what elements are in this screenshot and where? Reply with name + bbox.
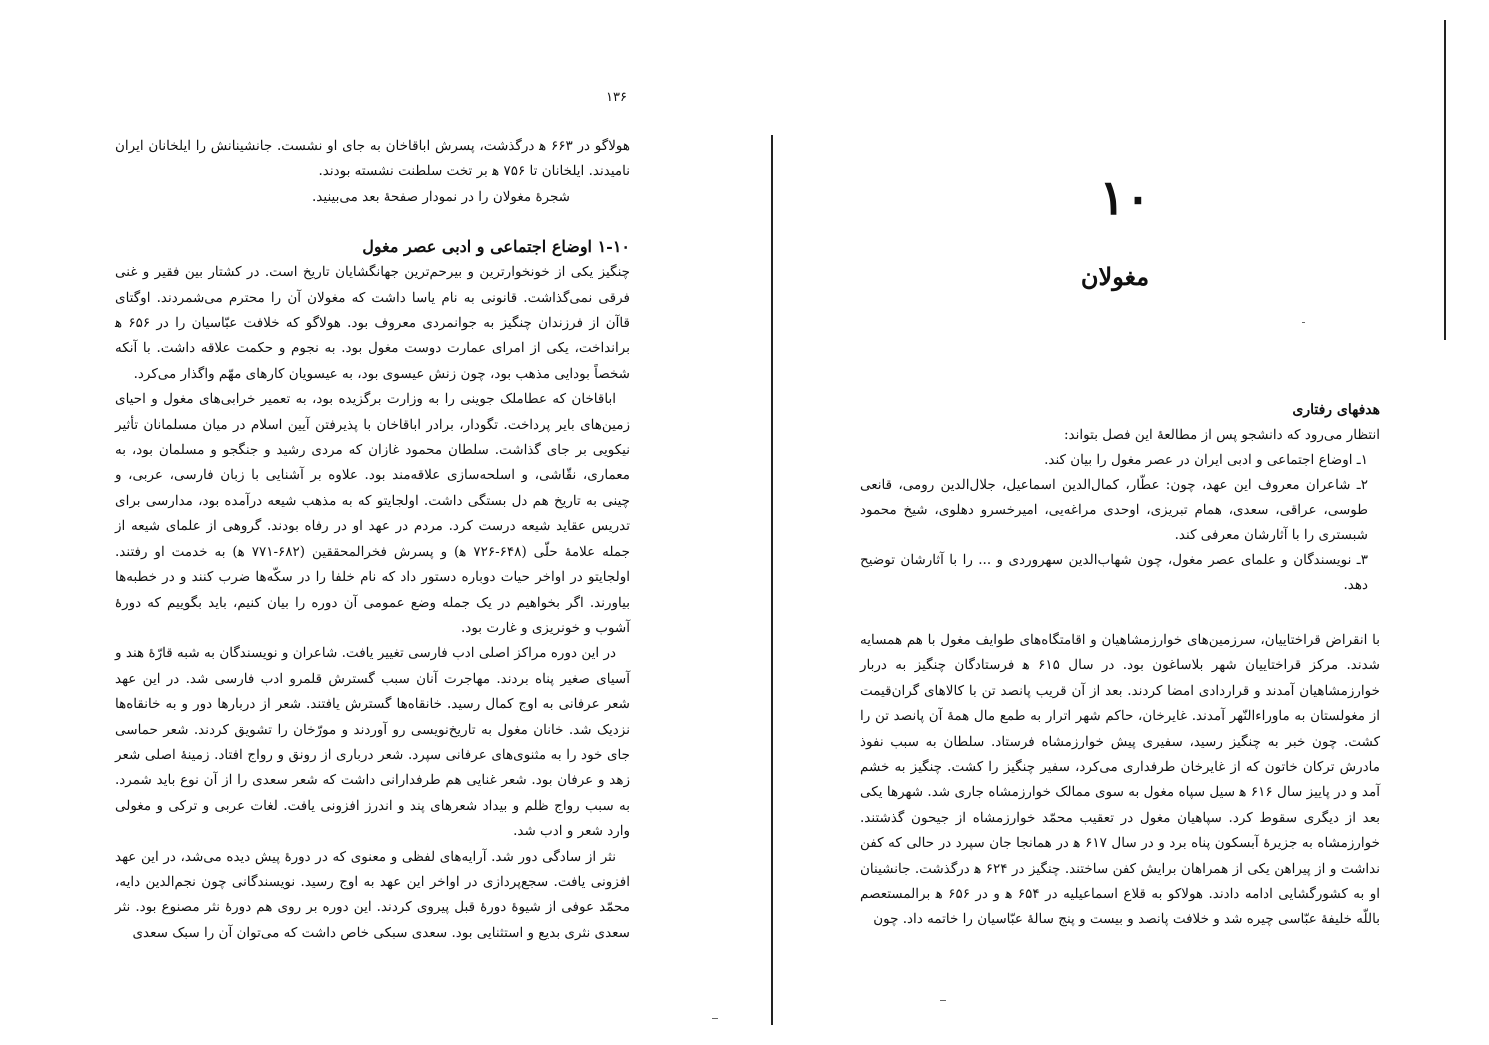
objectives-intro: انتظار می‌رود که دانشجو پس از مطالعهٔ این فصل بتواند: (1064, 427, 1380, 443)
scan-mark (712, 1018, 718, 1019)
page-edge-line (1444, 20, 1446, 340)
body-paragraph: با انقراض قراختاییان، سرزمین‌های خوارزمشاهیان و اقامتگاه‌های طوایف مغول با هم همسایه شدند. مرکز قراختاییان شهر بلاساغون بود. در سال ۶۱۵ ﻫ فرستادگان چنگیز به دربار خوارزمشاهیان آمدند و قراردادی امضا کردند. بعد از آن قریب پانصد تن با کالاهای گران‌قیمت از مغولستان به ماوراءالنّهر آمدند. غایرخان، حاکم شهر اترار به طمع مال همهٔ آن پانصد تن را کشت. چون خبر به چنگیز رسید، سفیری پیش خوارزمشاه فرستاد. سلطان به سبب نفوذ مادرش ترکان خاتون که از غایرخان طرفداری می‌کرد، سفیر چنگیز را کشت. چنگیز به خشم آمد و در پاییز سال ۶۱۶ ﻫ سیل سپاه مغول به سوی ممالک خوارزمشاه جاری شد. شهرها یکی بعد از دیگری سقوط کرد. سپاهیان مغول در تعقیب محمّد خوارزمشاه از جیحون گذشتند. خوارزمشاه به جزیرهٔ آبسکون پناه برد و در سال ۶۱۷ ﻫ در همانجا جان سپرد در حالی که کفن نداشت و از پیراهن یکی از همراهان برایش کفن ساختند. چنگیز در ۶۲۴ ﻫ درگذشت. جانشینان او به کشورگشایی ادامه دادند. هولاکو به قلاع اسماعیلیه در ۶۵۴ ﻫ و در ۶۵۶ ﻫ برالمستعصم باللّه خلیفهٔ عبّاسی چیره شد و خلافت پانصد و بیست و پنج سالهٔ عبّاسیان را خاتمه داد. چون (860, 632, 1380, 928)
page-number: ۱۳۶ (606, 90, 627, 105)
objective-item: ۱ـ اوضاع اجتماعی و ادبی ایران در عصر مغول را بیان کند. (1044, 452, 1368, 468)
objectives-heading: هدفهای رفتاری (1292, 402, 1380, 418)
chapter-number: ۱۰ (1099, 170, 1151, 226)
intro-paragraph: هولاگو در ۶۶۳ ﻫ درگذشت، پسرش اباقاخان به جای او نشست. جانشینانش را ایلخانان ایران نامیدند. ایلخانان تا ۷۵۶ ﻫ بر تخت سلطنت نشسته بودند. (115, 138, 631, 180)
scan-mark (1302, 322, 1305, 323)
body-paragraph: نثر از سادگی دور شد. آرایه‌های لفظی و معنوی که در دورهٔ پیش دیده می‌شد، در این عهد افزونی یافت. سجع‌پردازی در اواخر این عهد به اوج رسید. نویسندگانی چون نجم‌الدین دایه، محمّد عوفی از شیوهٔ دورهٔ قبل پیروی کردند. این دوره بر روی هم دورهٔ نثر مصنوع بود. نثر سعدی نثری بدیع و استثنایی بود. سعدی سبکی خاص داشت که می‌توان آن را سبک سعدی (115, 848, 630, 941)
objectives-section (860, 398, 1380, 598)
body-paragraph: چنگیز یکی از خونخوارترین و بیرحم‌ترین جهانگشایان تاریخ است. در کشتار بین فقیر و غنی فرقی نمی‌گذاشت. قانونی به نام یاسا داشت که مغولان آن را محترم می‌شمردند. اوگتای قاآن از فرزندان چنگیز به جوانمردی معروف بود. هولاگو که خلافت عبّاسیان را در ۶۵۶ ﻫ برانداخت، یکی از امرای عمارت دوست مغول بود. به نجوم و حکمت علاقه داشت. با آنکه شخصاً بودایی مذهب بود، چون زنش عیسوی بود، به عیسویان کارهای مهّم واگذار می‌کرد. (115, 264, 630, 382)
left-page-text (115, 134, 630, 946)
section-title: ۱-۱۰ اوضاع اجتماعی و ادبی عصر مغول (362, 237, 630, 257)
body-paragraph: اباقاخان که عطاملک جوینی را به وزارت برگزیده بود، به تعمیر خرابی‌های مغول و احیای زمین‌های بایر پرداخت. تگودار، برادر اباقاخان با پذیرفتن آیین اسلام در میان مسلمانان تأثیر نیکویی بر جای گذاشت. سلطان محمود غازان که مردی رشید و جنگجو و مسلمان بود، به معماری، نقّاشی، و اسلحه‌سازی علاقه‌مند بود. علاوه بر آشنایی با زبان فارسی، عربی، و چینی به تاریخ هم دل بستگی داشت. اولجایتو که به مذهب شیعه درآمده بود، مدارسی برای تدریس عقاید شیعه درست کرد. مردم در عهد او در رفاه بودند. گروهی از علمای شیعه از جمله علامهٔ حلّی (۶۴۸-۷۲۶ ﻫ) و پسرش فخرالمحققین (۶۸۲-۷۷۱ ﻫ) به خدمت او رفتند. اولجایتو در اواخر حیات دوباره دستور داد که نام خلفا را در سکّه‌ها ضرب کنند و در خطبه‌ها بیاورند. اگر بخواهیم در یک جمله وضع عمومی آن دوره را بیان کنیم، باید بگوییم که دورهٔ آشوب و خونریزی و غارت بود. (115, 391, 630, 636)
book-spine-line (771, 135, 773, 1025)
chapter-title: مغولان (1080, 262, 1150, 291)
right-page-body (860, 628, 1380, 933)
scan-mark (940, 1000, 946, 1001)
objective-item: ۲ـ شاعران معروف این عهد، چون: عطّار، کمال‌الدین اسماعیل، جلال‌الدین رومی، قانعی طوسی، عراقی، سعدی، همام تبریزی، اوحدی مراغه‌یی، امیرخسرو دهلوی، شیخ محمود شبستری را با آثارشان معرفی کند. (860, 477, 1368, 543)
intro-paragraph: شجرهٔ مغولان را در نمودار صفحهٔ بعد می‌بینید. (312, 188, 570, 205)
body-paragraph: در این دوره مراکز اصلی ادب فارسی تغییر یافت. شاعران و نویسندگان به شبه قارّهٔ هند و آسیای صغیر پناه بردند. مهاجرت آنان سبب گسترش قلمرو ادب فارسی شد. در این عهد شعر عرفانی به اوج کمال رسید. خانقاه‌ها گسترش یافتند. شعر از دربارها دور و به خانقاه‌ها نزدیک شد. خانان مغول به تاریخ‌نویسی رو آوردند و مورّخان را تشویق کردند. شعر حماسی جای خود را به مثنوی‌های عرفانی سپرد. شعر درباری از رونق و رواج افتاد. زمینهٔ اصلی شعر زهد و عرفان بود. شعر غنایی هم طرفدارانی داشت که شعر سعدی را از آن نوع باید شمرد. به سبب رواج ظلم و بیداد شعرهای پند و اندرز افزونی یافت. لغات عربی و ترکی و مغولی وارد شعر و ادب شد. (115, 645, 630, 840)
objective-item: ۳ـ نویسندگان و علمای عصر مغول، چون شهاب‌الدین سهروردی و ... را با آثارشان توضیح دهد. (860, 552, 1368, 593)
